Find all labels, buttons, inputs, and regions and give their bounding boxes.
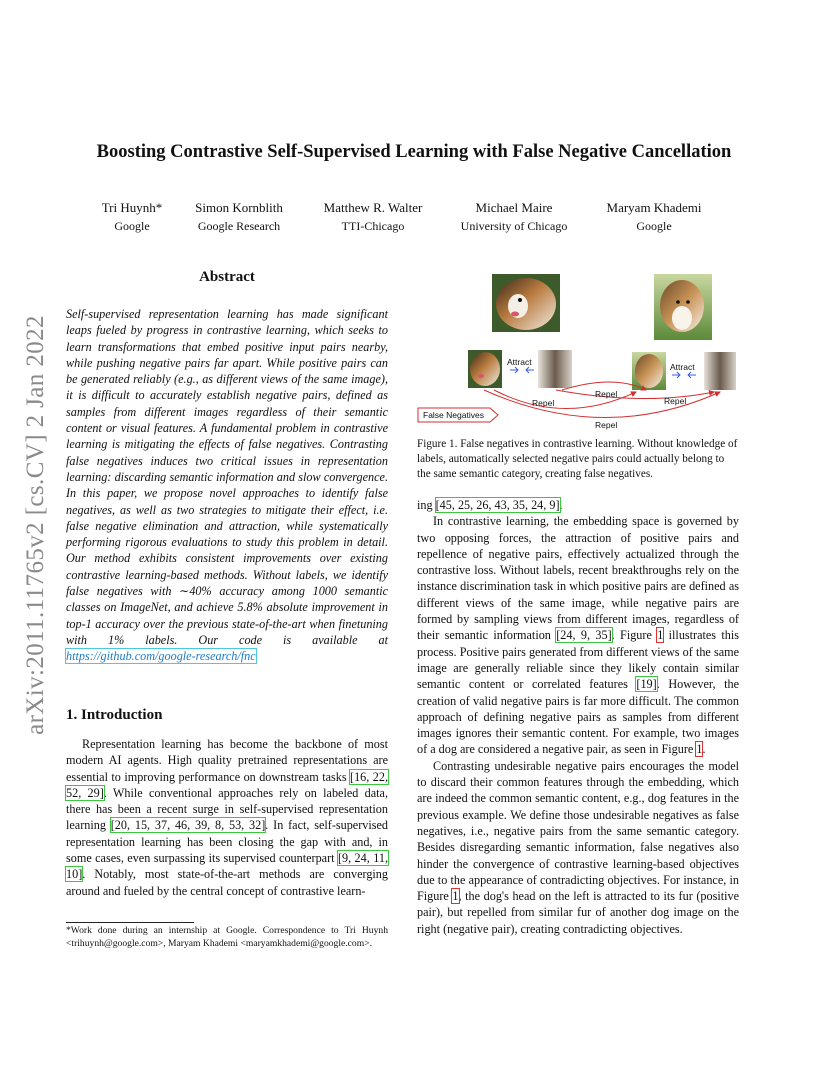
figure-1 bbox=[414, 266, 744, 436]
intro-text: . In fact, self-supervised representation learning has been closing the gap with and, in some cases, even surpassing its supervised counterpart bbox=[66, 818, 388, 866]
figure-ref-link[interactable]: 1 bbox=[696, 742, 703, 757]
paper-title: Boosting Contrastive Self-Supervised Learning with False Negative Cancellation bbox=[96, 142, 732, 162]
citation-link[interactable]: [20, 15, 37, 46, 39, 8, 53, 32] bbox=[110, 818, 266, 833]
author-affiliation: University of Chicago bbox=[460, 219, 568, 233]
section-heading-introduction: 1. Introduction bbox=[66, 707, 163, 723]
citation-link[interactable]: [45, 25, 26, 43, 35, 24, 9] bbox=[435, 498, 560, 512]
dog-photo-icon bbox=[492, 274, 560, 332]
intro-text: Representation learning has become the backbone of most modern AI agents. High quality pretrained representations are essential to improving performance on downstream tasks bbox=[66, 737, 388, 784]
footnote-rule bbox=[66, 922, 194, 923]
body-text: illustrates this process. Positive pairs generated from different views of the same image are generally reliable since they likely contain similar semantic content or correlated features bbox=[417, 628, 740, 692]
dog-head-crop-icon bbox=[468, 350, 502, 388]
footnote: *Work done during an internship at Google. Correspondence to Tri Huynh <trihuynh@google.com>, Maryam Khademi <maryamkhademi@google.com>. bbox=[66, 925, 388, 949]
intro-text: . While conventional approaches rely on labeled data, there has been a recent surge in self-supervised representation learning bbox=[66, 785, 388, 833]
author-block bbox=[298, 198, 448, 236]
body-text: . bbox=[702, 742, 706, 757]
right-column-text bbox=[417, 497, 739, 937]
citation-link[interactable]: [9, 24, 11, 10] bbox=[66, 851, 388, 882]
citation-link[interactable]: [24, 9, 35] bbox=[556, 628, 612, 643]
author-block bbox=[439, 198, 589, 236]
repel-label: Repel bbox=[664, 396, 687, 406]
paragraph-continuation bbox=[417, 497, 739, 513]
figure-ref-link[interactable]: 1 bbox=[452, 889, 459, 904]
author-name: Matthew R. Walter bbox=[323, 200, 423, 215]
body-text: Contrasting undesirable negative pairs encourages the model to discard their common features through the embedding, which are indeed the common semantic content, e.g., dog features in the previous example. We define those undesirable negatives as false negatives, i.e., negative pairs from the same semantic category. Besides disregarding semantic information, false negatives also hinder the convergence of contrastive learning-based objectives due to the appearance of contradicting objectives. For instance, in Figure bbox=[417, 758, 739, 904]
body-text: In contrastive learning, the embedding space is governed by two opposing forces, the attraction of positive pairs and repellence of negative pairs, effectively actualized through the contrastive loss. Without labels, recent breakthroughs rely on the instance discrimination task in which positive pairs are defined as different views of the same image, while negative pairs are formed by sampling views from different images, regardless of their semantic information bbox=[417, 514, 739, 643]
intro-text: . Notably, most state-of-the-art methods are converging around and fueled by the central concept of contrastive learn- bbox=[66, 867, 388, 898]
attract-label: Attract bbox=[670, 362, 695, 372]
paragraph bbox=[417, 758, 739, 937]
body-text: . bbox=[559, 498, 563, 512]
repel-label: Repel bbox=[532, 398, 555, 408]
figure-1-illustration bbox=[414, 266, 744, 436]
author-block bbox=[579, 198, 729, 236]
dog-fur-crop-icon bbox=[704, 352, 736, 390]
false-negatives-tag bbox=[418, 408, 498, 422]
author-affiliation: Google bbox=[114, 219, 150, 233]
attract-arrow-icon bbox=[672, 372, 696, 378]
figure-1-caption: Figure 1. False negatives in contrastive learning. Without knowledge of labels, automatically selected negative pairs could actually belong to the same semantic category, creating false negatives. bbox=[417, 438, 738, 480]
author-affiliation: TTI-Chicago bbox=[341, 219, 405, 233]
author-block bbox=[164, 198, 314, 236]
citation-link[interactable]: [16, 22, 52, 29] bbox=[66, 769, 388, 800]
repel-label: Repel bbox=[595, 420, 618, 430]
author-name: Simon Kornblith bbox=[195, 200, 283, 215]
dog-head-crop-icon bbox=[632, 352, 666, 390]
body-text: . However, the creation of valid negative pairs is far more difficult. The common approach of defining negative pairs as samples from different images ignores their semantic content. For example, two images of a dog are considered a negative pair, as seen in Figure bbox=[417, 677, 739, 757]
citation-link[interactable]: [19] bbox=[636, 677, 657, 692]
abstract-body bbox=[66, 306, 388, 665]
abstract-heading: Abstract bbox=[199, 269, 255, 285]
attract-label: Attract bbox=[507, 357, 532, 367]
intro-paragraph bbox=[66, 736, 388, 899]
author-name: Maryam Khademi bbox=[606, 200, 702, 215]
figure-ref-link[interactable]: 1 bbox=[657, 628, 664, 643]
paragraph bbox=[417, 513, 739, 757]
body-text: . Figure bbox=[611, 628, 658, 643]
abstract-text: Self-supervised representation learning has made significant leaps fueled by progress in contrastive learning, which seeks to learn transformations that embed positive input pairs nearby, while pushing negative pairs far apart. While positive pairs can be generated reliably (e.g., as different views of the same image), it is difficult to accurately establish negative pairs, defined as samples from different images regardless of their semantic content or visual features. A fundamental problem in contrastive learning is mitigating the effects of false negatives. Contrasting false negatives induces two critical issues in representation learning: discarding semantic information and slow convergence. In this paper, we propose novel approaches to identify false negatives, as well as two strategies to mitigate their effect, i.e. false negative elimination and attraction, while systematically performing rigorous evaluations to study this problem in detail. Our method exhibits consistent improvements over existing contrastive learning-based methods. Without labels, we identify false negatives with ∼40% accuracy among 1000 semantic classes on ImageNet, and achieve 5.8% absolute improvement in top-1 accuracy over the previous state-of-the-art when finetuning with 1% labels. Our code is available at bbox=[66, 307, 388, 647]
author-affiliation: Google Research bbox=[197, 219, 281, 233]
repel-label: Repel bbox=[595, 389, 618, 399]
author-name: Michael Maire bbox=[475, 200, 553, 215]
attract-arrow-icon bbox=[510, 367, 534, 373]
author-name: Tri Huynh* bbox=[101, 200, 163, 215]
body-text: ing bbox=[417, 498, 436, 512]
arxiv-side-stamp bbox=[6, 290, 66, 760]
dog-photo-icon bbox=[654, 274, 712, 340]
body-text: , the dog's head on the left is attracted to its fur (positive pair), but repelled from similar fur of another dog image on the right (negative pair), creating contradicting objectives. bbox=[417, 889, 739, 936]
code-link[interactable]: https://github.com/google-research/fnc bbox=[66, 649, 256, 664]
author-affiliation: Google bbox=[636, 219, 672, 233]
dog-fur-crop-icon bbox=[538, 350, 572, 388]
false-negatives-label: False Negatives bbox=[423, 410, 484, 420]
arxiv-id-text: arXiv:2011.11765v2 [cs.CV] 2 Jan 2022 bbox=[22, 315, 49, 735]
